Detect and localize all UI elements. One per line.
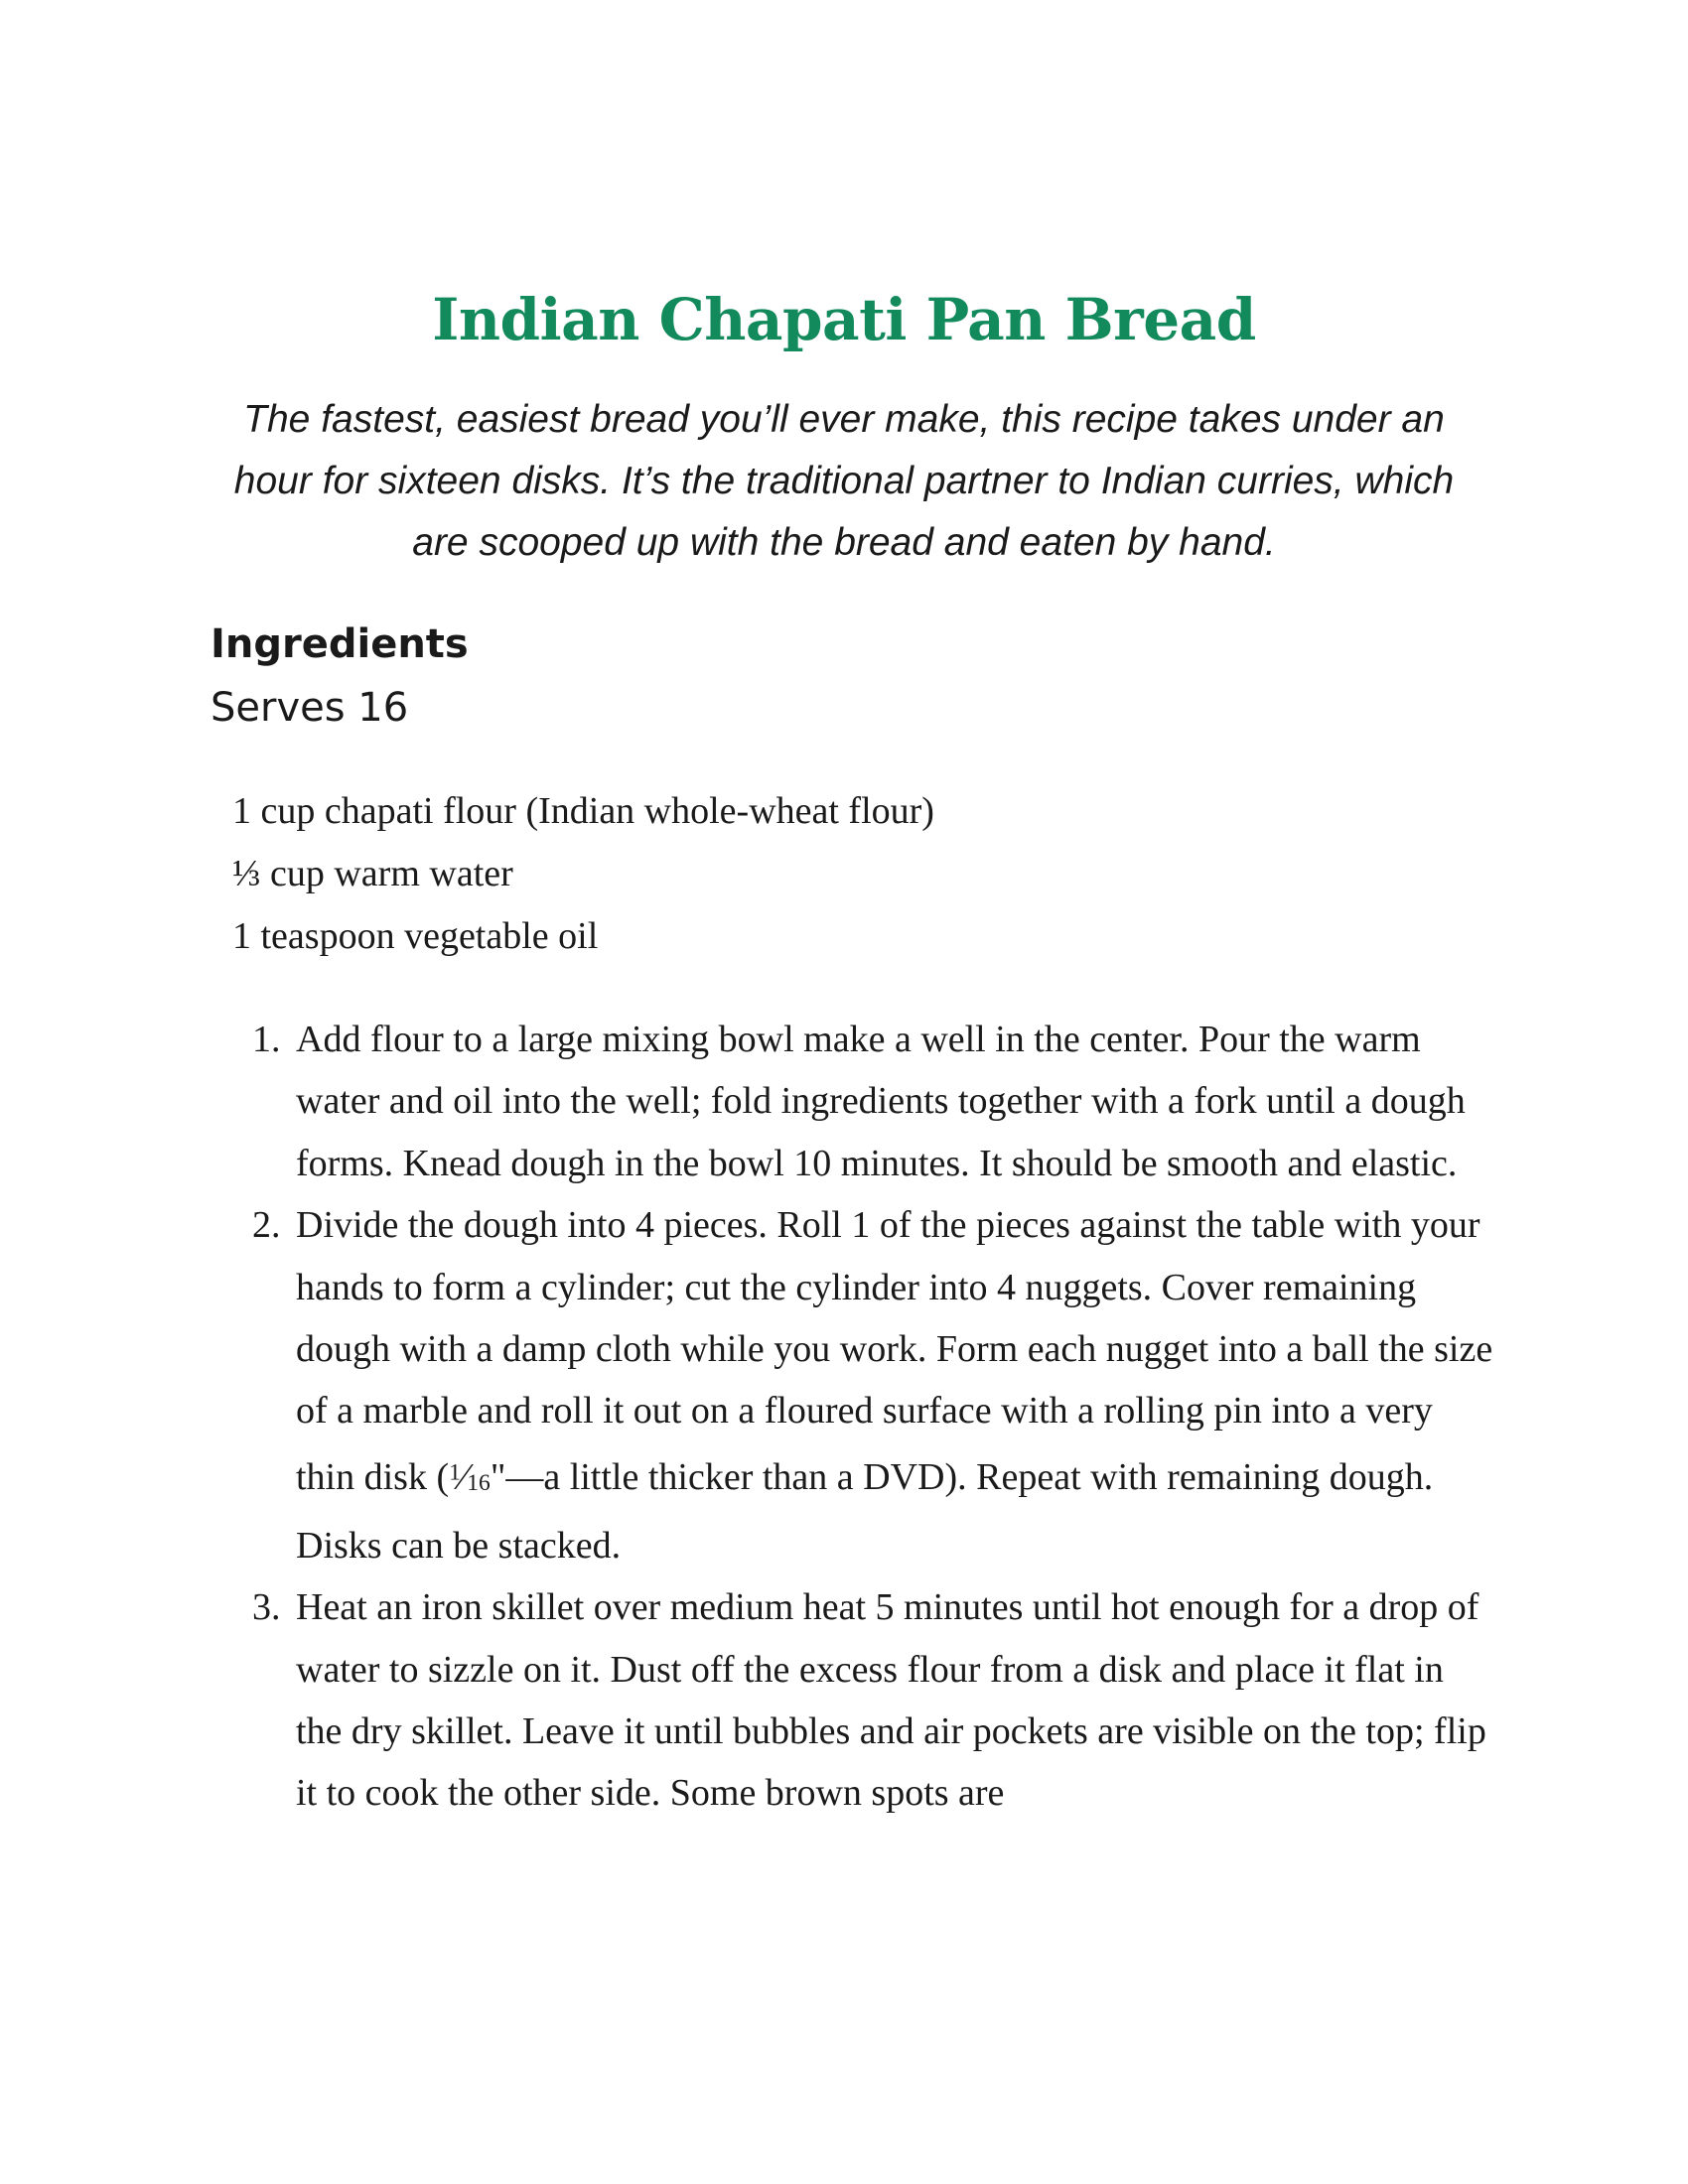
step-text: Add flour to a large mixing bowl make a well in the center. Pour the warm water and oil into the well; fold ingredients together with a fork until a dough forms. Knead dough in the bowl 10 minutes. It should be smooth and elastic.: [296, 1019, 1466, 1184]
step-number: 2.: [252, 1204, 281, 1247]
ingredient-list: [232, 780, 934, 968]
fraction-denominator: 16: [467, 1470, 491, 1497]
ingredients-heading: Ingredients: [211, 621, 469, 667]
instruction-step: [232, 1009, 1493, 1194]
instruction-step: [232, 1576, 1493, 1825]
step-number: 3.: [252, 1586, 281, 1629]
instruction-steps: [232, 1009, 1493, 1825]
step-text-part: "—a little thicker than a DVD). Repeat with remaining dough. Disks can be stacked.: [296, 1456, 1434, 1567]
instruction-step: [232, 1194, 1493, 1576]
servings-text: Serves 16: [211, 685, 409, 731]
step-text: [296, 1204, 1492, 1567]
step-number: 1.: [252, 1019, 281, 1060]
recipe-title: Indian Chapati Pan Bread: [432, 286, 1256, 353]
ingredient-item: 1 cup chapati flour (Indian whole-wheat flour): [232, 790, 934, 832]
recipe-subtitle: The fastest, easiest bread you’ll ever make, this recipe takes under an hour for sixteen disks. It’s the traditional partner to Indian curries, which are scooped up with the bread and eaten by hand.: [233, 398, 1455, 564]
step-text: Heat an iron skillet over medium heat 5 minutes until hot enough for a drop of water to sizzle on it. Dust off the excess flour from a disk and place it flat in the dry skillet. Leave it until bubbles and air pockets are visible on the top; flip it to cook the other side. Some brown spots are: [296, 1586, 1486, 1815]
fraction-slash: ⁄: [460, 1456, 468, 1499]
fraction-numerator: 1: [449, 1459, 461, 1486]
ingredient-item: 1 teaspoon vegetable oil: [232, 915, 599, 957]
ingredient-item: ⅓ cup warm water: [232, 853, 513, 894]
step-text-part: Divide the dough into 4 pieces. Roll 1 of the pieces against the table with your hands to form a cylinder; cut the cylinder into 4 nuggets. Cover remaining dough with a damp cloth while you work. Form each nugget into a ball the size of a marble and roll it out on a floured surface with a rolling pin into a very thin disk (: [296, 1204, 1493, 1499]
